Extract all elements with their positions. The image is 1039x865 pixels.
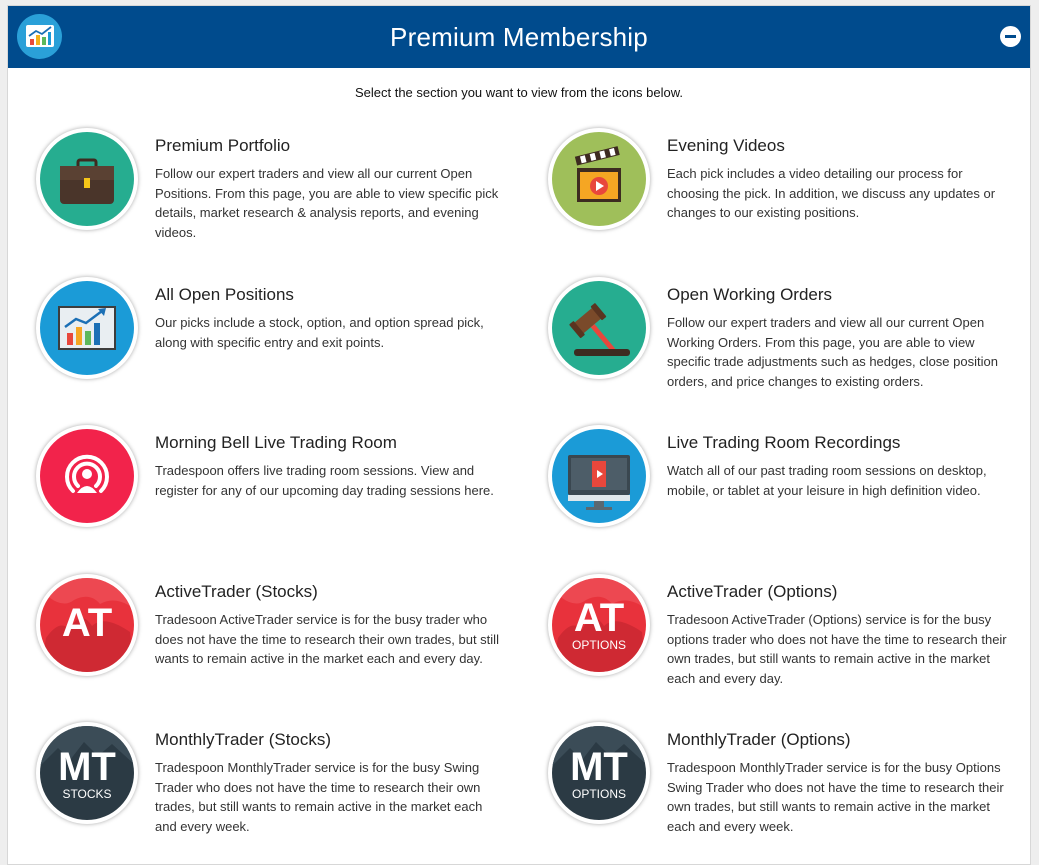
minus-circle-icon[interactable]	[1000, 26, 1021, 47]
item-description: Tradesoon ActiveTrader (Options) service is for the busy options trader who does not have the time to research their own trades, but still wants to remain active in the market each and every day.	[667, 612, 1007, 686]
item-title[interactable]: ActiveTrader (Stocks)	[155, 582, 318, 601]
item-title[interactable]: Live Trading Room Recordings	[667, 433, 901, 452]
svg-text:OPTIONS: OPTIONS	[571, 787, 627, 801]
item-title[interactable]: All Open Positions	[155, 285, 294, 304]
broadcast-user-icon[interactable]	[36, 425, 138, 527]
item-evening-videos[interactable]	[548, 128, 1023, 258]
item-activetrader-options[interactable]	[548, 574, 1023, 704]
item-open-working-orders[interactable]	[548, 277, 1023, 407]
item-description: Watch all of our past trading room sessions on desktop, mobile, or tablet at your leisure in high definition video.	[667, 463, 987, 498]
item-title[interactable]: MonthlyTrader (Stocks)	[155, 730, 332, 749]
svg-text:AT: AT	[573, 596, 625, 640]
item-description: Tradesoon ActiveTrader service is for the busy trader who does not have the time to research their own trades, but still wants to remain active in the market each and every day.	[155, 612, 499, 666]
mt-options-badge-icon[interactable]	[548, 722, 650, 824]
item-monthlytrader-options[interactable]	[548, 722, 1023, 852]
clapperboard-icon[interactable]	[548, 128, 650, 230]
item-all-open-positions[interactable]	[36, 277, 511, 407]
svg-text:STOCKS: STOCKS	[62, 787, 112, 801]
svg-text:OPTIONS: OPTIONS	[571, 638, 627, 652]
item-description: Tradespoon MonthlyTrader service is for the busy Swing Trader who does not have the time to research their own trades, but still wants to remain active in the market each and every week.	[155, 760, 483, 834]
growth-chart-icon[interactable]	[36, 277, 138, 379]
item-title[interactable]: ActiveTrader (Options)	[667, 582, 838, 601]
item-description: Each pick includes a video detailing our process for choosing the pick. In addition, we discuss any updates or changes to our existing positions.	[667, 166, 996, 220]
item-title[interactable]: Morning Bell Live Trading Room	[155, 433, 397, 452]
at-options-badge-icon[interactable]	[548, 574, 650, 676]
premium-membership-panel	[7, 5, 1031, 865]
briefcase-icon[interactable]	[36, 128, 138, 230]
item-description: Tradespoon offers live trading room sessions. View and register for any of our upcoming day trading sessions here.	[155, 463, 494, 498]
item-live-trading-room-recordings[interactable]	[548, 425, 1023, 555]
item-premium-portfolio[interactable]	[36, 128, 511, 258]
gavel-icon[interactable]	[548, 277, 650, 379]
intro-text: Select the section you want to view from the icons below.	[354, 85, 684, 100]
svg-text:MT: MT	[58, 745, 116, 789]
monitor-video-icon[interactable]	[548, 425, 650, 527]
panel-header	[8, 6, 1030, 68]
item-description: Our picks include a stock, option, and option spread pick, along with specific entry and exit points.	[155, 315, 484, 350]
item-title[interactable]: Open Working Orders	[667, 285, 833, 304]
page-title: Premium Membership	[390, 22, 648, 52]
mt-stocks-badge-icon[interactable]	[36, 722, 138, 824]
item-activetrader-stocks[interactable]	[36, 574, 511, 704]
item-morning-bell-live-trading-room[interactable]	[36, 425, 511, 555]
svg-text:MT: MT	[570, 745, 628, 789]
item-description: Follow our expert traders and view all our current Open Working Orders. From this page, you are able to view specific trade adjustments such as hedges, close position orders, and price changes to existing orders.	[667, 315, 998, 389]
item-monthlytrader-stocks[interactable]	[36, 722, 511, 852]
item-description: Follow our expert traders and view all our current Open Positions. From this page, you are able to view specific pick details, market research & analysis reports, and evening videos.	[155, 166, 499, 240]
item-title[interactable]: Evening Videos	[667, 136, 785, 155]
svg-text:AT: AT	[61, 601, 113, 645]
item-description: Tradespoon MonthlyTrader service is for the busy Options Swing Trader who does not have the time to research their own trades, but still wants to remain active in the market each and every week.	[667, 760, 1004, 834]
item-title[interactable]: MonthlyTrader (Options)	[667, 730, 851, 749]
item-title[interactable]: Premium Portfolio	[155, 136, 291, 155]
at-badge-icon[interactable]	[36, 574, 138, 676]
